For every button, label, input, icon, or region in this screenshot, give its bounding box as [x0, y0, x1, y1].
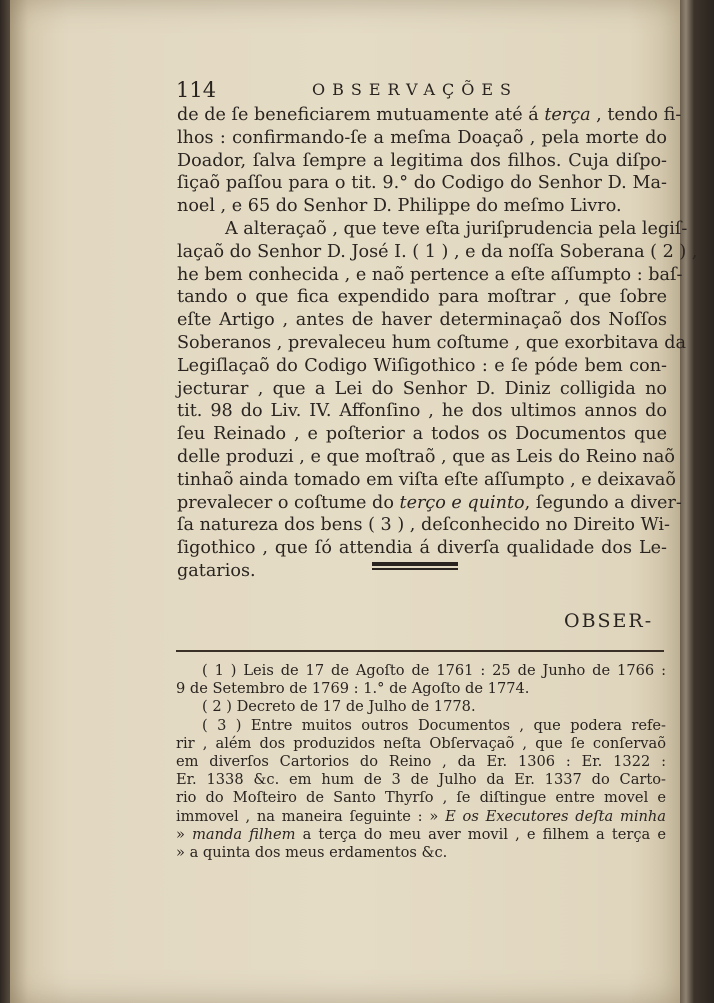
footnotes-line-text: immovel , na maneira ſeguinte : » [176, 807, 446, 825]
body_lines-line [177, 492, 682, 515]
body_lines-line [177, 423, 667, 446]
body_lines-line-italic: terça [544, 105, 591, 125]
footnotes-line [176, 698, 666, 716]
footnotes-line-text: rir , além dos produzidos neſta Obſervaçaõ , que ſe conſervaõ [176, 734, 666, 752]
rule-thin-line [372, 568, 458, 570]
footnotes-line-text: Er. 1338 &c. em hum de 3 de Julho da Er. 1337 do Carto- [176, 771, 666, 789]
footnotes-line-text: ( 1 ) Leis de 17 de Agoſto de 1761 : 25 de Junho de 1766 : [202, 662, 666, 679]
footnotes-line [176, 717, 666, 735]
body_lines-line [177, 264, 683, 287]
body_lines-line [177, 218, 688, 241]
body_lines-line-text: laçaõ do Senhor D. José I. ( 1 ) , e da noſſa Soberana ( 2 ) , [177, 241, 698, 262]
body-text [177, 104, 698, 583]
body_lines-line-text: he bem conhecida , e naõ pertence a eſte aſſumpto : baſ- [177, 264, 683, 285]
footnotes-line-text: » a quinta dos meus erdamentos &c. [176, 844, 448, 862]
body_lines-line [177, 127, 667, 150]
body_lines-line [177, 514, 670, 537]
footnotes-line-text: 9 de Setembro de 1769 : 1.° de Agoſto de 1774. [176, 680, 530, 698]
body_lines-line-text: tinhaõ ainda tomado em viſta eſte aſſumpto , e deixavaõ [177, 469, 676, 490]
footnotes-line [176, 680, 666, 698]
body_lines-line-italic: terço e quinto [399, 492, 525, 513]
body_lines-line [177, 150, 667, 173]
footnotes-line [176, 844, 666, 862]
body_lines-line-text: prevalecer o coſtume do [177, 492, 400, 513]
footnotes-line [176, 753, 666, 771]
footnotes-line-italic: manda filhem [192, 825, 296, 843]
body_lines-line-text: Legiſlaçaõ do Codigo Wiſigothico : e ſe póde bem con- [177, 355, 667, 376]
footnotes-line-italic: E os Executores deſta minha [445, 807, 666, 825]
footnotes-line [176, 789, 666, 807]
footnotes-line-text: rio do Moſteiro de Santo Thyrſo , ſe diſtingue entre movel e [176, 789, 666, 807]
page-stack-edge [680, 0, 714, 1003]
body_lines-line [177, 355, 667, 378]
body_lines-line-text: tando o que fica expendido para moſtrar , que ſobre [177, 287, 667, 308]
page-number: 114 [176, 78, 217, 102]
body_lines-line-text: tit. 98 do Liv. IV. Affonſino , he dos ultimos annos do [177, 401, 667, 422]
body_lines-line-text: ſeu Reinado , e poſterior a todos os Documentos que [177, 424, 667, 445]
body_lines-line [177, 469, 676, 492]
body_lines-line-tail: , ſegundo a diver- [524, 492, 682, 513]
body_lines-line-text: noel , e 65 do Senhor D. Philippe do meſmo Livro. [177, 196, 622, 217]
body_lines-line-text: de de ſe beneficiarem mutuamente até á [177, 105, 545, 125]
footnotes-line [176, 826, 666, 844]
catchword: OBSER- [564, 610, 654, 632]
footnotes-line [176, 808, 666, 826]
body_lines-line [177, 378, 667, 401]
body_lines-line-text: delle produzi , e que moſtraõ , que as Leis do Reino naõ [177, 446, 675, 467]
footnotes-line [176, 735, 666, 753]
body_lines-line-text: jecturar , que a Lei do Senhor D. Diniz colligida no [177, 378, 667, 399]
footnotes-line-text: ( 2 ) Decreto de 17 de Julho de 1778. [202, 698, 476, 716]
body_lines-line-text: ſa natureza dos bens ( 3 ) , deſconhecido no Direito Wi- [177, 515, 670, 536]
body_lines-line-text: ſigothico , que ſó attendia á diverſa qualidade dos Le- [177, 538, 667, 559]
body_lines-line [177, 172, 667, 195]
footnotes-line-text: em diverſos Cartorios do Reino , da Er. 1306 : Er. 1322 : [176, 753, 666, 771]
body_lines-line [177, 309, 667, 332]
footnote-separator [176, 650, 664, 652]
body_lines-line-text: eſte Artigo , antes de haver determinaçaõ dos Noſſos [177, 310, 667, 331]
body_lines-line [177, 104, 682, 127]
body_lines-line-text: Soberanos , prevaleceu hum coſtume , que exorbitava da [177, 332, 687, 353]
body_lines-line [177, 400, 667, 423]
body_lines-line-text: gatarios. [177, 560, 256, 581]
body_lines-line [177, 195, 667, 218]
footnotes-line-text: » [176, 825, 193, 843]
body_lines-line [177, 241, 698, 264]
body_lines-line-text: A alteraçaõ , que teve eſta juriſprudencia pela legiſ- [225, 218, 688, 239]
footnotes [176, 662, 666, 862]
body_lines-line [177, 286, 667, 309]
body_lines-line-text: ſiçaõ paſſou para o tit. 9.° do Codigo do Senhor D. Ma- [177, 173, 667, 194]
footnotes-line [176, 771, 666, 789]
footnotes-line-tail: a terça do meu aver movil , e filhem a terça e [295, 825, 666, 843]
running-title: OBSERVAÇÕES [312, 80, 519, 99]
section-end-rule [372, 562, 458, 570]
footnotes-line [176, 662, 666, 680]
body_lines-line [177, 446, 675, 469]
body_lines-line-text: Doador, ſalva ſempre a legitima dos filhos. Cuja diſpo- [177, 150, 667, 171]
body_lines-line [177, 332, 687, 355]
footnotes-line-text: ( 3 ) Entre muitos outros Documentos , que podera refe- [202, 716, 666, 734]
body_lines-line-tail: , tendo fi- [590, 105, 682, 125]
body_lines-line-text: lhos : confirmando-ſe a meſma Doaçaõ , pela morte do [177, 127, 667, 148]
rule-thick-line [372, 562, 458, 566]
running-header [176, 76, 536, 104]
body_lines-line [177, 537, 667, 560]
